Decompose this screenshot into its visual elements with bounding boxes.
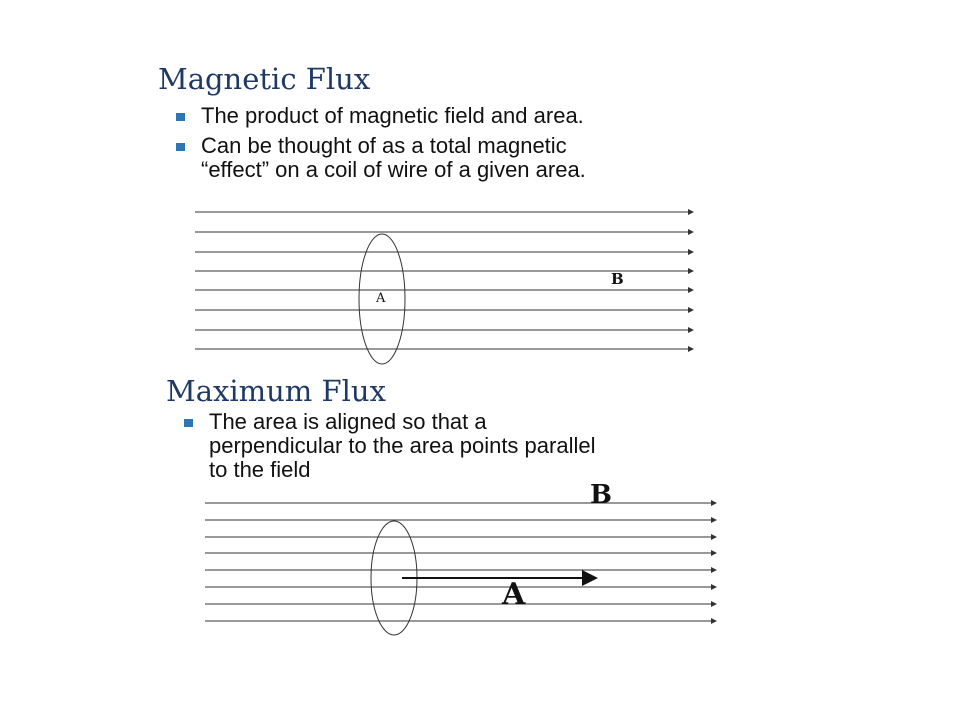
area-label-a-1: A	[376, 291, 386, 306]
bullet-text: Can be thought of as a total magnetic “effect” on a coil of wire of a given area.	[201, 133, 586, 182]
area-label-a-2: A	[502, 577, 526, 612]
bullet-text: The area is aligned so that a perpendicular to the area points parallel to the field	[209, 409, 596, 482]
bullet-text: The product of magnetic field and area.	[201, 103, 584, 128]
section2-title: Maximum Flux	[166, 374, 386, 408]
field-lines-2	[205, 503, 716, 621]
section1-title: Magnetic Flux	[158, 62, 371, 96]
field-label-b-1: B	[611, 270, 624, 288]
field-label-b-2: B	[590, 480, 612, 510]
